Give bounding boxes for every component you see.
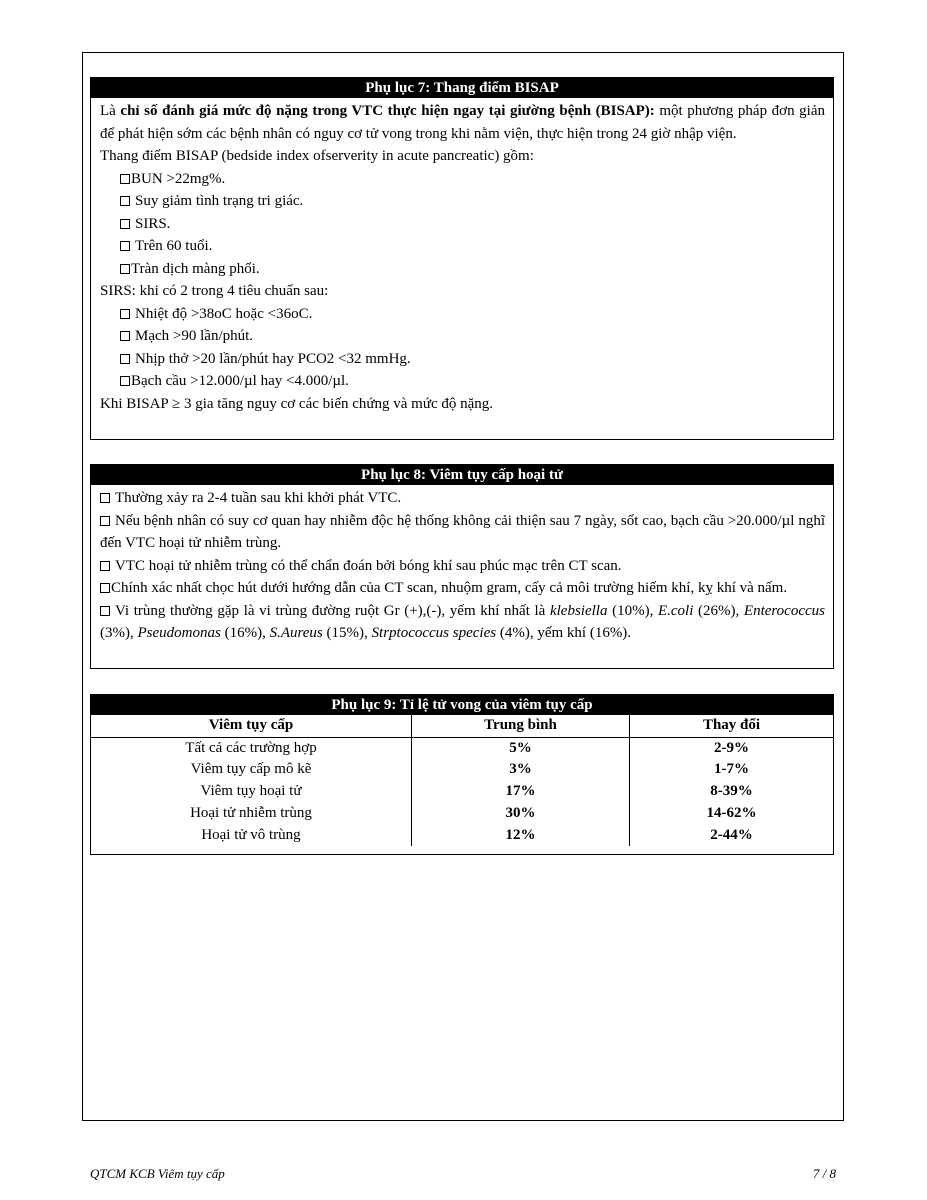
checkbox-icon: [100, 561, 110, 571]
list-item: Nếu bệnh nhân có suy cơ quan hay nhiễm độc hệ thống không cải thiện sau 7 ngày, sốt cao, bạch cầu >20.000/µl nghĩ đến VTC hoại tử nhiễm trùng.: [100, 512, 825, 551]
pathogen-text-segment: (26%),: [693, 602, 744, 619]
appendix-7-box: [90, 77, 834, 440]
bisap-criteria-list: [100, 168, 825, 281]
checkbox-icon: [100, 516, 110, 526]
table-cell: 3%: [412, 759, 630, 781]
table-header-row: [91, 715, 834, 738]
checkbox-icon: [120, 354, 130, 364]
pathogen-name: E.coli: [657, 602, 694, 619]
table-row: [91, 803, 834, 825]
table-header: Thay đổi: [630, 715, 834, 738]
list-item: Chính xác nhất chọc hút dưới hướng dẫn của CT scan, nhuộm gram, cấy cả môi trường hiếm khí, kỵ khí và nấm.: [100, 577, 825, 600]
pathogen-text-segment: (15%),: [322, 625, 372, 641]
list-item: Mạch >90 lần/phút.: [120, 325, 825, 348]
checkbox-icon: [120, 309, 130, 319]
table-cell: 2-9%: [630, 737, 834, 759]
table-cell: 17%: [412, 781, 630, 803]
checkbox-icon: [100, 583, 110, 593]
table-cell: 12%: [412, 825, 630, 847]
table-header: Trung bình: [412, 715, 630, 738]
table-cell: 5%: [412, 737, 630, 759]
table-cell: 30%: [412, 803, 630, 825]
bisap-definition: chỉ số đánh giá mức độ nặng trong VTC thực hiện ngay tại giường bệnh (BISAP):: [120, 103, 655, 119]
table-cell: Viêm tụy hoại tử: [91, 781, 412, 803]
list-item: Nhịp thở >20 lần/phút hay PCO2 <32 mmHg.: [120, 348, 825, 371]
list-item: Bạch cầu >12.000/µl hay <4.000/µl.: [120, 370, 825, 393]
pathogen-text-segment: (16%),: [220, 625, 270, 641]
list-item: SIRS.: [120, 213, 825, 236]
appendix-9-title: Phụ lục 9: Tỉ lệ tử vong của viêm tụy cấp: [91, 695, 833, 715]
list-item: VTC hoại tử nhiễm trùng có thể chẩn đoán bởi bóng khí sau phúc mạc trên CT scan.: [100, 555, 825, 578]
pathogen-name: Strptococcus species: [371, 625, 497, 641]
checkbox-icon: [120, 241, 130, 251]
appendix-8-title: Phụ lục 8: Viêm tụy cấp hoại tử: [91, 465, 833, 485]
sirs-intro: SIRS: khi có 2 trong 4 tiêu chuẩn sau:: [100, 283, 329, 299]
pathogen-name: Pseudomonas: [137, 625, 221, 641]
list-item: BUN >22mg%.: [120, 168, 825, 191]
list-item: Nhiệt độ >38oC hoặc <36oC.: [120, 303, 825, 326]
checkbox-icon: [120, 219, 130, 229]
table-cell: 14-62%: [630, 803, 834, 825]
table-cell: Viêm tụy cấp mô kẽ: [91, 759, 412, 781]
table-row: [91, 737, 834, 759]
pathogen-name: S.Aureus: [269, 625, 323, 641]
checkbox-icon: [120, 331, 130, 341]
pathogen-name: Enterococcus: [743, 602, 825, 619]
appendix-9-box: [90, 694, 834, 855]
appendix-8-box: [90, 464, 834, 669]
checkbox-icon: [100, 493, 110, 503]
checkbox-icon: [120, 376, 130, 386]
list-item: Thường xảy ra 2-4 tuần sau khi khởi phát VTC.: [100, 487, 825, 510]
pathogen-text: [100, 603, 825, 642]
table-cell: Hoại tử vô trùng: [91, 825, 412, 847]
table-row: [91, 825, 834, 847]
pathogen-text-segment: (4%), yếm khí (16%).: [496, 625, 632, 641]
checkbox-icon: [100, 606, 110, 616]
score-intro: Thang điểm BISAP (bedside index ofserverity in acute pancreatic) gồm:: [100, 148, 534, 164]
list-item: [100, 600, 825, 645]
checkbox-icon: [120, 174, 130, 184]
pathogen-name: klebsiella: [549, 602, 608, 619]
table-row: [91, 759, 834, 781]
list-item: Trên 60 tuổi.: [120, 235, 825, 258]
table-row: [91, 781, 834, 803]
appendix-7-intro: Là chỉ số đánh giá mức độ nặng trong VTC thực hiện ngay tại giường bệnh (BISAP): một phương pháp đơn giản để phát hiện sớm các bệnh nhân có nguy cơ tử vong trong khi nằm viện, thực hiện trong 24 giờ nhập viện.: [100, 103, 826, 142]
bisap-conclusion: Khi BISAP ≥ 3 gia tăng nguy cơ các biến chứng và mức độ nặng.: [100, 395, 494, 412]
table-cell: 1-7%: [630, 759, 834, 781]
pathogen-text-segment: (3%),: [100, 625, 138, 641]
checkbox-icon: [120, 264, 130, 274]
table-cell: Tất cả các trường hợp: [91, 737, 412, 759]
mortality-table: [90, 714, 834, 846]
pathogen-text-segment: (10%),: [607, 602, 658, 619]
footer-page-number: 7 / 8: [812, 1166, 836, 1181]
checkbox-icon: [120, 196, 130, 206]
list-item: Tràn dịch màng phổi.: [120, 258, 825, 281]
list-item: Suy giảm tình trạng tri giác.: [120, 190, 825, 213]
table-cell: Hoại tử nhiễm trùng: [91, 803, 412, 825]
sirs-criteria-list: [100, 303, 825, 393]
appendix-7-title: Phụ lục 7: Thang điểm BISAP: [91, 78, 833, 98]
footer-document-title: QTCM KCB Viêm tụy cấp: [90, 1166, 225, 1181]
pathogen-text-segment: Vi trùng thường gặp là vi trùng đường ruột Gr (+),(-), yếm khí nhất là: [115, 602, 550, 619]
table-cell: 8-39%: [630, 781, 834, 803]
table-cell: 2-44%: [630, 825, 834, 847]
table-header: Viêm tụy cấp: [91, 715, 412, 738]
